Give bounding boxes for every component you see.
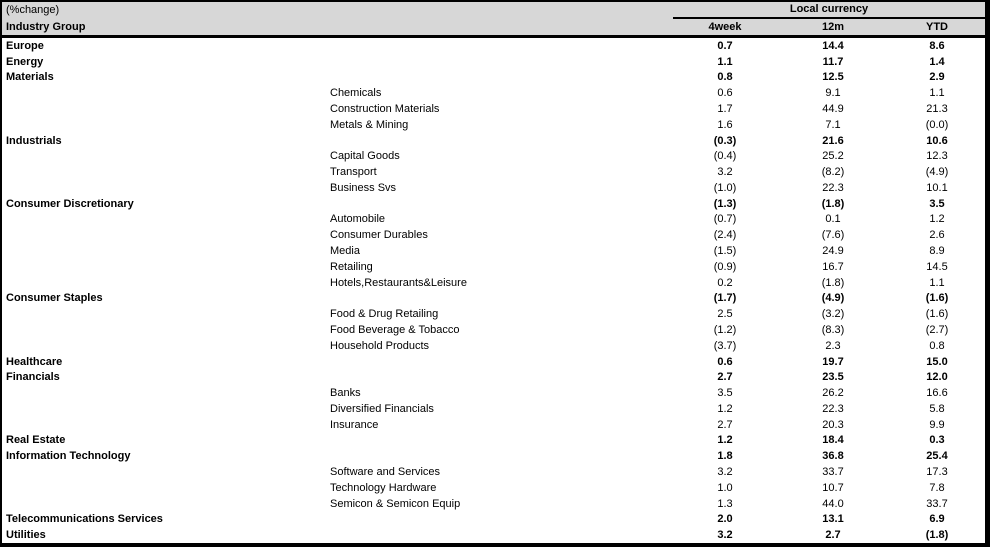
table-row: [2, 180, 985, 196]
value-4week: 0.6: [717, 355, 733, 368]
value-12m: 2.3: [825, 339, 841, 352]
value-4week: 1.6: [717, 118, 733, 131]
industry-group-label: Materials: [6, 71, 54, 84]
table-row: [2, 385, 985, 401]
table-row: [2, 196, 985, 212]
value-ytd: 15.0: [926, 355, 948, 368]
table-row: [2, 511, 985, 527]
column-header-4week: 4week: [708, 21, 742, 33]
table-row: [2, 496, 985, 512]
value-ytd: (1.6): [925, 308, 949, 321]
value-ytd: 21.3: [926, 103, 948, 116]
value-4week: 3.2: [717, 166, 733, 179]
value-ytd: (1.8): [925, 529, 949, 542]
industry-group-label: Telecommunications Services: [6, 513, 163, 526]
value-12m: 16.7: [822, 260, 844, 273]
value-ytd: (4.9): [925, 166, 949, 179]
value-12m: 36.8: [822, 450, 844, 463]
value-4week: (0.3): [713, 134, 737, 147]
value-12m: 2.7: [825, 529, 841, 542]
sub-industry-label: Diversified Financials: [330, 402, 434, 415]
table-row: [2, 433, 985, 449]
sub-industry-label: Chemicals: [330, 87, 382, 100]
value-4week: 1.2: [717, 434, 733, 447]
value-ytd: 9.9: [929, 418, 945, 431]
column-header-ytd: YTD: [926, 21, 948, 33]
table-row: [2, 164, 985, 180]
table-row: [2, 527, 985, 543]
value-ytd: 2.6: [929, 229, 945, 242]
industry-group-label: Europe: [6, 39, 44, 52]
sub-industry-label: Insurance: [330, 418, 379, 431]
sub-industry-label: Food Beverage & Tobacco: [330, 323, 460, 336]
table-row: [2, 243, 985, 259]
value-4week: (1.7): [713, 292, 737, 305]
table-row: [2, 259, 985, 275]
sub-industry-label: Food & Drug Retailing: [330, 308, 439, 321]
table-row: [2, 70, 985, 86]
sub-industry-label: Transport: [330, 166, 377, 179]
value-12m: 18.4: [822, 434, 844, 447]
value-12m: 44.0: [822, 497, 844, 510]
table-row: [2, 117, 985, 133]
value-ytd: (2.7): [925, 323, 949, 336]
value-12m: (8.3): [821, 323, 845, 336]
industry-group-label: Information Technology: [6, 450, 131, 463]
table-row: [2, 338, 985, 354]
header-row-columns: [2, 19, 985, 35]
industry-group-label: Real Estate: [6, 434, 66, 447]
industry-group-label: Financials: [6, 371, 60, 384]
sub-industry-label: Household Products: [330, 339, 430, 352]
value-ytd: 8.9: [929, 245, 945, 258]
value-4week: (0.4): [713, 150, 737, 163]
value-ytd: 12.0: [926, 371, 948, 384]
value-12m: 33.7: [822, 465, 844, 478]
value-4week: 1.3: [717, 497, 733, 510]
value-4week: 3.2: [717, 465, 733, 478]
value-ytd: 1.2: [929, 213, 945, 226]
value-4week: 3.2: [717, 529, 733, 542]
value-12m: 10.7: [822, 481, 844, 494]
table-row: [2, 275, 985, 291]
value-ytd: 6.9: [929, 513, 945, 526]
sub-industry-label: Metals & Mining: [330, 118, 409, 131]
table-row: [2, 369, 985, 385]
sub-industry-label: Software and Services: [330, 465, 441, 478]
value-12m: 23.5: [822, 371, 844, 384]
value-4week: 1.7: [717, 103, 733, 116]
table-row: [2, 85, 985, 101]
value-12m: 44.9: [822, 103, 844, 116]
industry-group-header: Industry Group: [6, 21, 86, 33]
sub-industry-label: Automobile: [330, 213, 386, 226]
value-4week: 2.0: [717, 513, 733, 526]
value-12m: 25.2: [822, 150, 844, 163]
value-4week: 2.7: [717, 418, 733, 431]
percent-change-label: (%change): [6, 4, 60, 16]
table-row: [2, 354, 985, 370]
value-4week: (1.5): [713, 245, 737, 258]
value-ytd: 14.5: [926, 260, 948, 273]
table-row: [2, 291, 985, 307]
table-row: [2, 401, 985, 417]
value-ytd: 1.4: [929, 55, 945, 68]
value-ytd: 12.3: [926, 150, 948, 163]
value-12m: (4.9): [821, 292, 845, 305]
value-4week: 1.8: [717, 450, 733, 463]
table-row: [2, 322, 985, 338]
value-4week: (1.2): [713, 323, 737, 336]
value-4week: (1.3): [713, 197, 737, 210]
value-4week: (0.9): [713, 260, 737, 273]
value-ytd: 1.1: [929, 87, 945, 100]
value-12m: 7.1: [825, 118, 841, 131]
value-4week: 0.2: [717, 276, 733, 289]
value-4week: 1.1: [717, 55, 733, 68]
value-ytd: 0.8: [929, 339, 945, 352]
value-12m: 19.7: [822, 355, 844, 368]
value-4week: 2.7: [717, 371, 733, 384]
table-body: [2, 38, 985, 543]
sub-industry-label: Media: [330, 245, 360, 258]
value-ytd: 8.6: [929, 39, 945, 52]
sub-industry-label: Retailing: [330, 260, 373, 273]
value-4week: 1.0: [717, 481, 733, 494]
sub-industry-label: Capital Goods: [330, 150, 400, 163]
value-ytd: 33.7: [926, 497, 948, 510]
value-12m: (3.2): [821, 308, 845, 321]
table-row: [2, 417, 985, 433]
value-ytd: (1.6): [925, 292, 949, 305]
value-ytd: 25.4: [926, 450, 948, 463]
value-ytd: 3.5: [929, 197, 945, 210]
value-12m: 12.5: [822, 71, 844, 84]
table-row: [2, 448, 985, 464]
table-row: [2, 212, 985, 228]
value-12m: (1.8): [821, 197, 845, 210]
sub-industry-label: Business Svs: [330, 181, 397, 194]
value-12m: (8.2): [821, 166, 845, 179]
value-4week: (2.4): [713, 229, 737, 242]
local-currency-header: Local currency: [673, 2, 985, 19]
value-4week: 0.8: [717, 71, 733, 84]
value-ytd: 0.3: [929, 434, 945, 447]
value-12m: 22.3: [822, 181, 844, 194]
table-row: [2, 101, 985, 117]
table-row: [2, 227, 985, 243]
column-header-12m: 12m: [821, 21, 845, 33]
value-4week: (3.7): [713, 339, 737, 352]
value-12m: 26.2: [822, 387, 844, 400]
industry-group-label: Industrials: [6, 134, 62, 147]
industry-group-label: Energy: [6, 55, 44, 68]
industry-group-label: Consumer Staples: [6, 292, 103, 305]
value-ytd: 10.1: [926, 181, 948, 194]
table-row: [2, 38, 985, 54]
value-12m: 21.6: [822, 134, 844, 147]
sub-industry-label: Banks: [330, 387, 361, 400]
industry-group-label: Healthcare: [6, 355, 63, 368]
sub-industry-label: Hotels,Restaurants&Leisure: [330, 276, 467, 289]
industry-group-label: Consumer Discretionary: [6, 197, 134, 210]
table-row: [2, 133, 985, 149]
header-row-top: [2, 2, 985, 19]
table-row: [2, 480, 985, 496]
value-12m: (1.8): [821, 276, 845, 289]
sub-industry-label: Consumer Durables: [330, 229, 428, 242]
table-header: [2, 2, 985, 38]
value-4week: 0.6: [717, 87, 733, 100]
value-12m: (7.6): [821, 229, 845, 242]
value-4week: (1.0): [713, 181, 737, 194]
table-row: [2, 148, 985, 164]
table-row: [2, 306, 985, 322]
sub-industry-label: Semicon & Semicon Equip: [330, 497, 461, 510]
table-row: [2, 464, 985, 480]
industry-group-label: Utilities: [6, 529, 46, 542]
value-4week: 0.7: [717, 39, 733, 52]
value-12m: 13.1: [822, 513, 844, 526]
value-ytd: 7.8: [929, 481, 945, 494]
value-ytd: 16.6: [926, 387, 948, 400]
sub-industry-label: Construction Materials: [330, 103, 440, 116]
value-ytd: 1.1: [929, 276, 945, 289]
table-row: [2, 54, 985, 70]
sub-industry-label: Technology Hardware: [330, 481, 437, 494]
value-12m: 14.4: [822, 39, 844, 52]
value-ytd: 2.9: [929, 71, 945, 84]
value-12m: 11.7: [822, 55, 844, 68]
value-ytd: 5.8: [929, 402, 945, 415]
value-12m: 0.1: [825, 213, 841, 226]
value-ytd: 17.3: [926, 465, 948, 478]
value-4week: 1.2: [717, 402, 733, 415]
value-12m: 9.1: [825, 87, 841, 100]
value-4week: 3.5: [717, 387, 733, 400]
value-4week: (0.7): [713, 213, 737, 226]
value-12m: 20.3: [822, 418, 844, 431]
value-ytd: (0.0): [925, 118, 949, 131]
value-12m: 22.3: [822, 402, 844, 415]
value-ytd: 10.6: [926, 134, 948, 147]
value-12m: 24.9: [822, 245, 844, 258]
value-4week: 2.5: [717, 308, 733, 321]
